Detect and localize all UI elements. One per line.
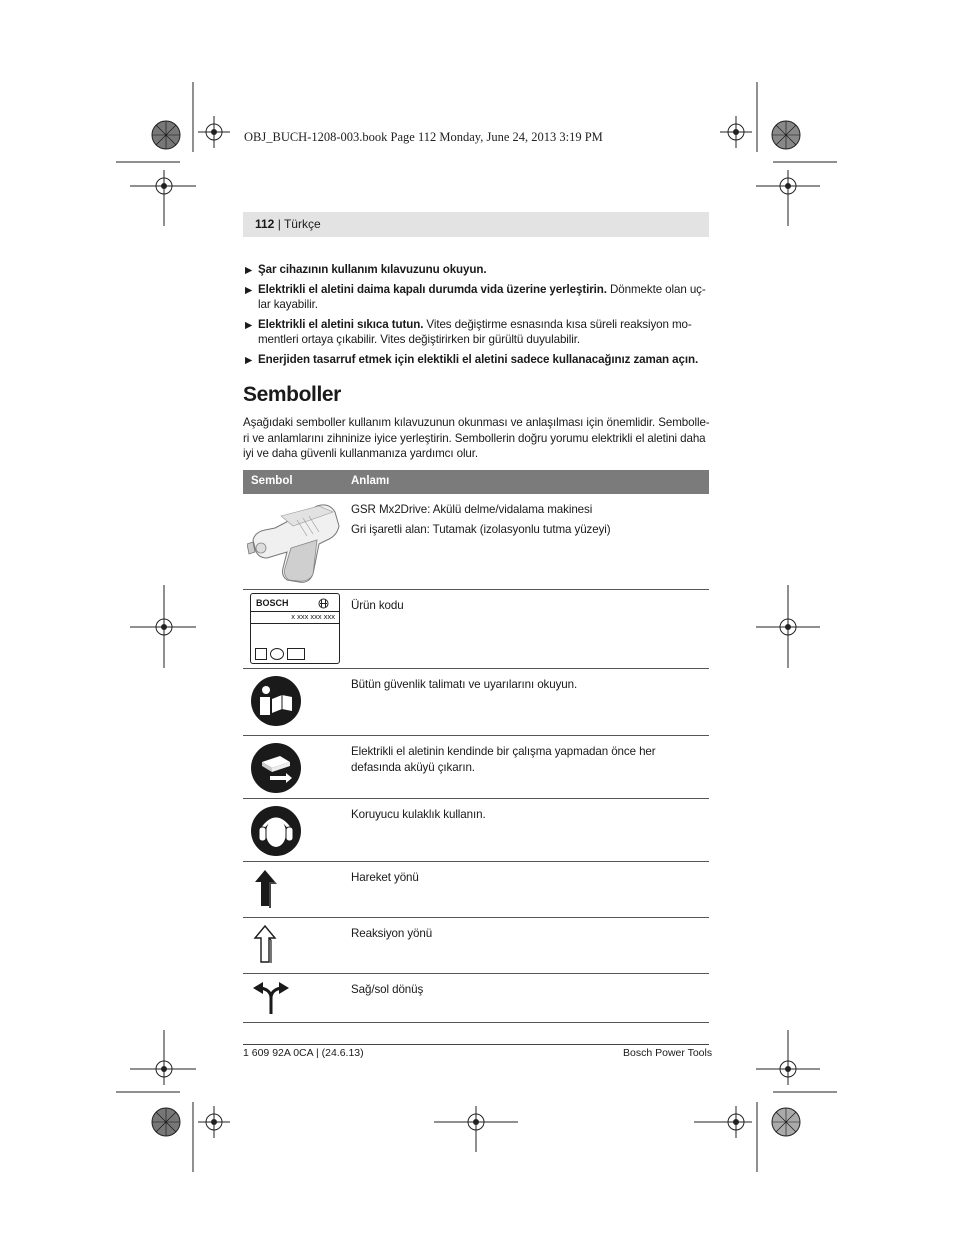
bullet-arrow-icon: ▶ bbox=[245, 284, 253, 296]
bullet-text: Dönmekte olan uç-lar kayabilir. bbox=[258, 282, 706, 311]
band-separator: | bbox=[274, 217, 284, 231]
print-header: OBJ_BUCH-1208-003.book Page 112 Monday, June 24, 2013 3:19 PM bbox=[244, 130, 603, 144]
footer-rule bbox=[243, 1044, 709, 1045]
row-meaning: Koruyucu kulaklık kullanın. bbox=[351, 808, 486, 821]
nameplate-brand: BOSCH bbox=[256, 598, 289, 608]
bosch-logo-icon bbox=[318, 598, 329, 609]
bullet-text: Vites değiştirme esnasında kısa süreli reaksiyon mo-mentleri ortaya çıkabilir. Vites değiştirirken bir gürültü duyulabilir. bbox=[258, 317, 692, 346]
page-band bbox=[243, 212, 709, 237]
row-meaning: Sağ/sol dönüş bbox=[351, 983, 424, 996]
bullet-item bbox=[243, 282, 711, 313]
bullet-item bbox=[243, 317, 711, 348]
nameplate-icon bbox=[250, 593, 340, 664]
screwdriver-image bbox=[247, 496, 343, 586]
band-language: Türkçe bbox=[283, 217, 321, 231]
safety-bullets bbox=[243, 262, 711, 371]
table-row bbox=[243, 974, 709, 1023]
bullet-item bbox=[243, 352, 711, 368]
table-row bbox=[243, 918, 709, 974]
meaning-line: Elektrikli el aletinin kendinde bir çalışma yapmadan önce her defasında aküyü çıkarın. bbox=[351, 745, 656, 774]
bullet-item bbox=[243, 262, 711, 278]
section-title: Semboller bbox=[243, 383, 341, 406]
ear-protection-icon bbox=[250, 805, 302, 857]
bullet-arrow-icon: ▶ bbox=[245, 319, 253, 331]
header-symbol: Sembol bbox=[251, 475, 293, 487]
bullet-bold: Elektrikli el aletini sıkıca tutun. bbox=[258, 317, 424, 331]
row-meaning bbox=[351, 744, 681, 775]
remove-battery-icon bbox=[250, 742, 302, 794]
table-row bbox=[243, 669, 709, 736]
read-manual-icon bbox=[250, 675, 302, 727]
table-header bbox=[243, 470, 709, 494]
table-row bbox=[243, 736, 709, 799]
row-meaning: Hareket yönü bbox=[351, 871, 419, 884]
page-number: 112 bbox=[255, 217, 275, 231]
footer-doc-number: 1 609 92A 0CA | (24.6.13) bbox=[243, 1047, 364, 1059]
bullet-arrow-icon: ▶ bbox=[245, 354, 253, 366]
rotation-direction-icon bbox=[251, 980, 291, 1016]
row-meaning: Reaksiyon yönü bbox=[351, 927, 433, 940]
bullet-arrow-icon: ▶ bbox=[245, 265, 253, 276]
row-meaning bbox=[351, 502, 681, 537]
table-row bbox=[243, 799, 709, 862]
reaction-arrow-icon bbox=[253, 924, 277, 964]
footer-brand: Bosch Power Tools bbox=[623, 1047, 713, 1059]
movement-arrow-icon bbox=[253, 868, 277, 908]
header-meaning: Anlamı bbox=[351, 475, 390, 487]
bullet-bold: Şar cihazının kullanım kılavuzunu okuyun. bbox=[258, 263, 487, 276]
meaning-line: GSR Mx2Drive: Akülü delme/vidalama makinesi bbox=[351, 503, 593, 516]
bullet-bold: Enerjiden tasarruf etmek için elektikli el aletini sadece kullanacağınız zaman açın. bbox=[258, 352, 699, 366]
row-meaning: Ürün kodu bbox=[351, 599, 404, 612]
symbols-table bbox=[243, 470, 709, 1023]
nameplate-code: x xxx xxx xxx bbox=[291, 612, 335, 621]
table-row bbox=[243, 862, 709, 918]
row-meaning: Bütün güvenlik talimatı ve uyarılarını okuyun. bbox=[351, 678, 578, 691]
meaning-line: Gri işaretli alan: Tutamak (izolasyonlu tutma yüzeyi) bbox=[351, 522, 611, 536]
table-row bbox=[243, 590, 709, 669]
bullet-bold: Elektrikli el aletini daima kapalı durumda vida üzerine yerleştirin. bbox=[258, 282, 607, 296]
intro-paragraph: Aşağıdaki semboller kullanım kılavuzunun okunması ve anlaşılması için önemlidir. Sembolle-ri ve anlamlarını zihninize iyice yerleştirin. Sembollerin doğru yorumu elektrikli el aletini daha iyi ve daha güvenli kullanmanıza yardımcı olur. bbox=[243, 416, 710, 460]
table-row bbox=[243, 494, 709, 590]
